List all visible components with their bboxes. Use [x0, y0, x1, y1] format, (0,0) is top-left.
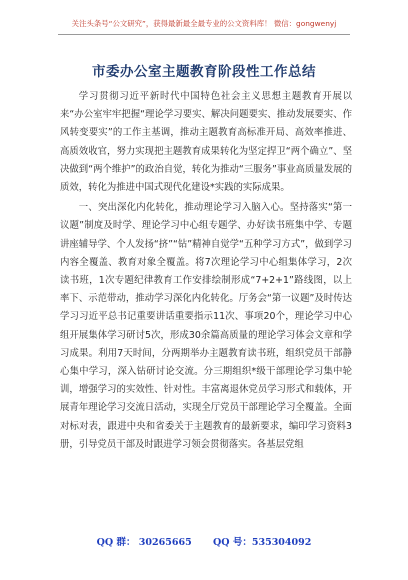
paragraph-intro: 学习贯彻习近平新时代中国特色社会主义思想主题教育开展以来“办公室牢牢把握“理论学习要实、解决问题要实、推动发展要实、作风转变要实”的工作主基调，推动主题教育高标准开局、高效率推进、高质效收官，努力实现把主题教育成果转化为坚定捍卫“两个确立”、坚决做到“两个维护”的政治自觉，转化为推动“三服务”事业高质量发展的质效，转化为推进中国式现代化建设*实践的实际成果。 [60, 91, 352, 194]
header-divider [58, 34, 350, 35]
footer-qq-number: QQ 号：535304092 [213, 537, 312, 548]
document-body [60, 88, 352, 454]
footer-contact [0, 534, 408, 548]
header-banner: 关注头条号“公文研究”，获得最新最全最专业的公文资料库！ 微信：gongwenyj [71, 19, 337, 28]
footer-qq-group: QQ 群： 30265665 [96, 537, 192, 548]
document-title: 市委办公室主题教育阶段性工作总结 [92, 64, 316, 80]
paragraph-section-one: 一、突出深化内化转化，推动理论学习入脑入心。坚持落实“第一议题”制度及时学、理论学习中心组专题学、办好读书班集中学、专题讲座辅导学、个人发扬“挤”“钻”精神自觉学“五种学习方式”，做到学习内容全覆盖、教育对象全覆盖。将7次理论学习中心组集体学习，2次读书班，1次专题纪律教育工作安排绘制形成“7+2+1”路线图，以上率下、示范带动，推动学习深化内化转化。厅务会“第一议题”及时传达学习习近平总书记重要讲话重要指示11次、事项20个，理论学习中心组开展集体学习研讨5次，形成30余篇高质量的理论学习体会文章和学习成果。利用7天时间，分两期举办主题教育读书班，组织党员干部静心集中学习，深入钻研讨论交流。分三期组织*级干部理论学习集中轮训，增强学习的实效性、针对性。丰富离退休党员学习形式和载体，开展青年理论学习交流日活动，实现全厅党员干部理论学习全覆盖。全面对标对表，跟进中央和省委关于主题教育的最新要求，编印学习资料3册，引导党员干部及时跟进学习领会贯彻落实。各基层党组 [60, 202, 352, 450]
